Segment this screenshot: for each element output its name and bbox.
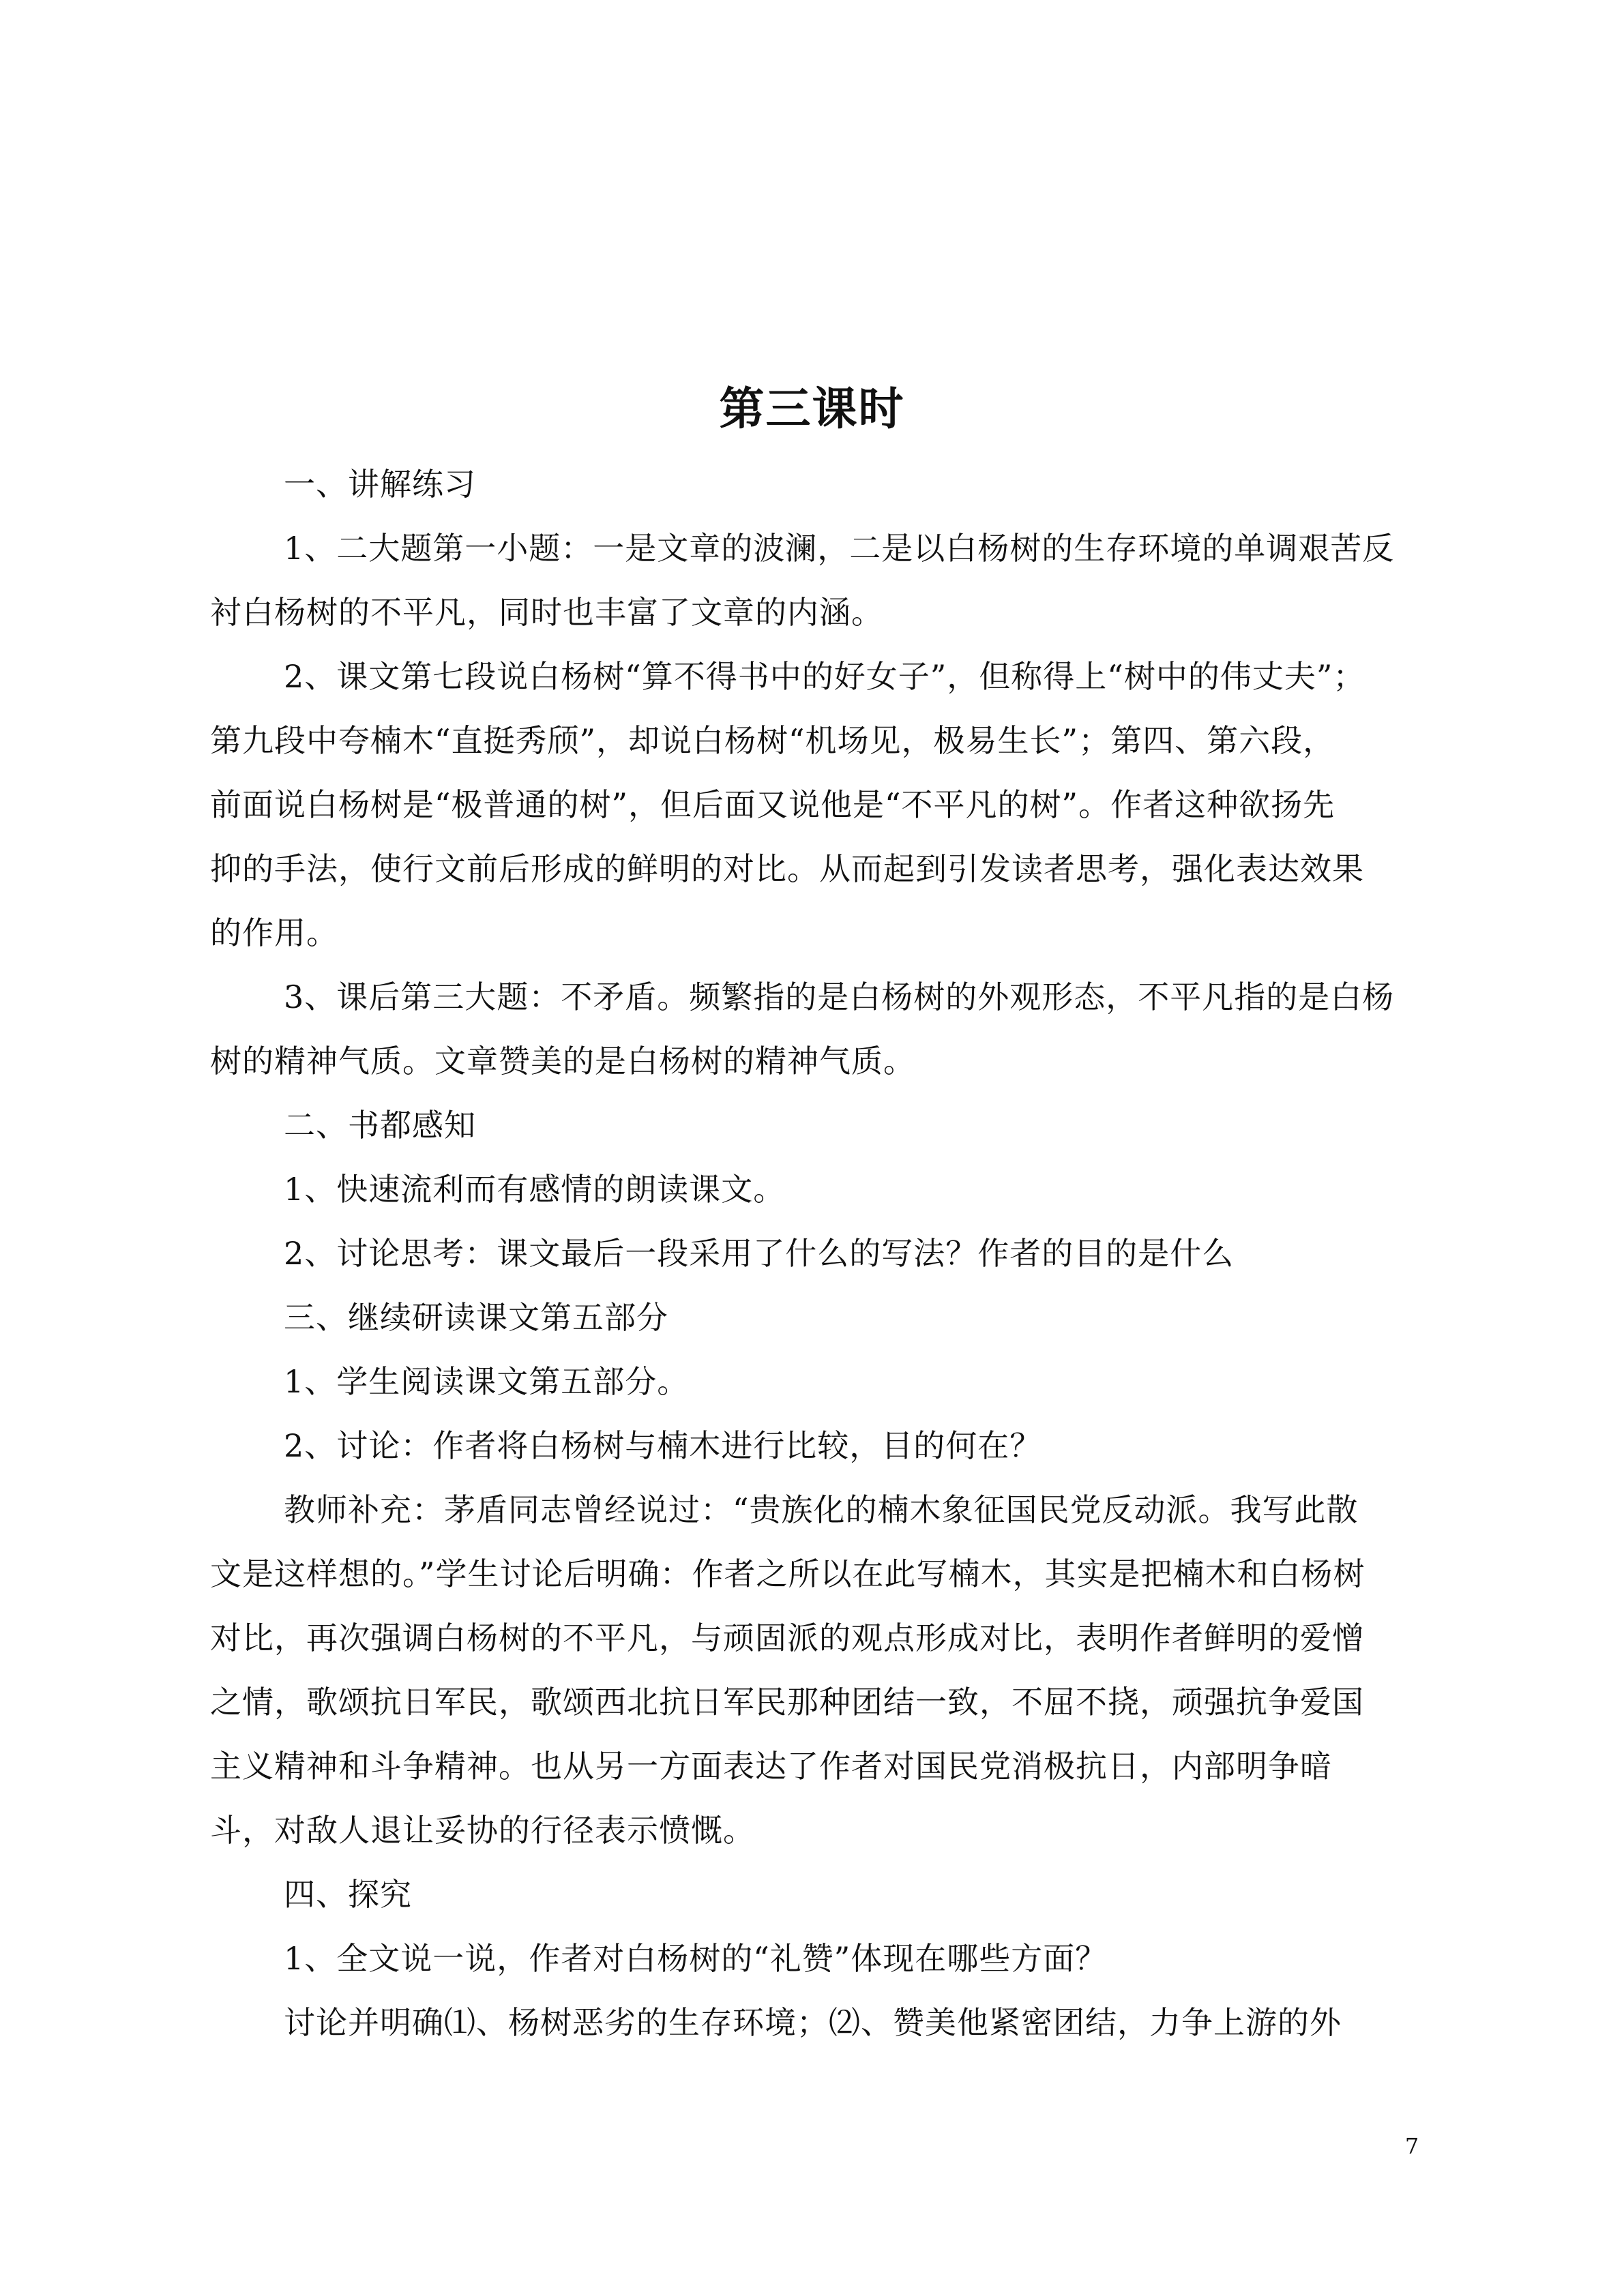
text-line: 第九段中夸楠木“直挺秀颀”，却说白杨树“机场见，极易生长”；第四、第六段， bbox=[210, 722, 1335, 759]
page-title: 第三课时 bbox=[719, 383, 905, 435]
text-line: 对比，再次强调白杨树的不平凡，与顽固派的观点形成对比，表明作者鲜明的爱憎 bbox=[210, 1620, 1364, 1656]
text-line: 斗，对敌人退让妥协的行径表示愤慨。 bbox=[210, 1812, 755, 1849]
text-line: 1、学生阅读课文第五部分。 bbox=[284, 1363, 690, 1400]
text-line: 2、讨论思考：课文最后一段采用了什么的写法？作者的目的是什么 bbox=[284, 1235, 1235, 1272]
text-line: 文是这样想的。”学生讨论后明确：作者之所以在此写楠木，其实是把楠木和白杨树 bbox=[210, 1555, 1365, 1592]
text-line: 1、快速流利而有感情的朗读课文。 bbox=[284, 1171, 786, 1208]
text-line: 3、课后第三大题：不矛盾。频繁指的是白杨树的外观形态，不平凡指的是白杨 bbox=[284, 979, 1395, 1015]
text-line: 讨论并明确⑴、杨树恶劣的生存环境；⑵、赞美他紧密团结，力争上游的外 bbox=[284, 2004, 1342, 2041]
text-line: 2、课文第七段说白杨树“算不得书中的好女子”，但称得上“树中的伟丈夫”； bbox=[284, 658, 1365, 695]
text-line: 前面说白杨树是“极普通的树”，但后面又说他是“不平凡的树”。作者这种欲扬先 bbox=[210, 786, 1335, 823]
text-line: 树的精神气质。文章赞美的是白杨树的精神气质。 bbox=[210, 1043, 915, 1079]
text-line: 四、探究 bbox=[284, 1876, 412, 1913]
text-line: 之情，歌颂抗日军民，歌颂西北抗日军民那种团结一致，不屈不挠，顽强抗争爱国 bbox=[210, 1684, 1364, 1720]
text-line: 教师补充：茅盾同志曾经说过：“贵族化的楠木象征国民党反动派。我写此散 bbox=[284, 1491, 1359, 1528]
text-line: 衬白杨树的不平凡，同时也丰富了文章的内涵。 bbox=[210, 594, 883, 631]
text-line: 抑的手法，使行文前后形成的鲜明的对比。从而起到引发读者思考，强化表达效果 bbox=[210, 850, 1364, 887]
text-line: 2、讨论：作者将白杨树与楠木进行比较，目的何在？ bbox=[284, 1427, 1042, 1464]
body-text bbox=[210, 452, 1419, 2055]
text-line: 一、讲解练习 bbox=[284, 466, 476, 503]
page-number: 7 bbox=[1404, 2133, 1419, 2159]
text-line: 二、书都感知 bbox=[284, 1107, 476, 1144]
text-line: 1、全文说一说，作者对白杨树的“礼赞”体现在哪些方面？ bbox=[284, 1940, 1108, 1977]
text-line: 主义精神和斗争精神。也从另一方面表达了作者对国民党消极抗日，内部明争暗 bbox=[210, 1748, 1332, 1785]
text-line: 的作用。 bbox=[210, 914, 338, 951]
text-line: 1、二大题第一小题：一是文章的波澜，二是以白杨树的生存环境的单调艰苦反 bbox=[284, 530, 1395, 567]
text-line: 三、继续研读课文第五部分 bbox=[284, 1299, 668, 1336]
